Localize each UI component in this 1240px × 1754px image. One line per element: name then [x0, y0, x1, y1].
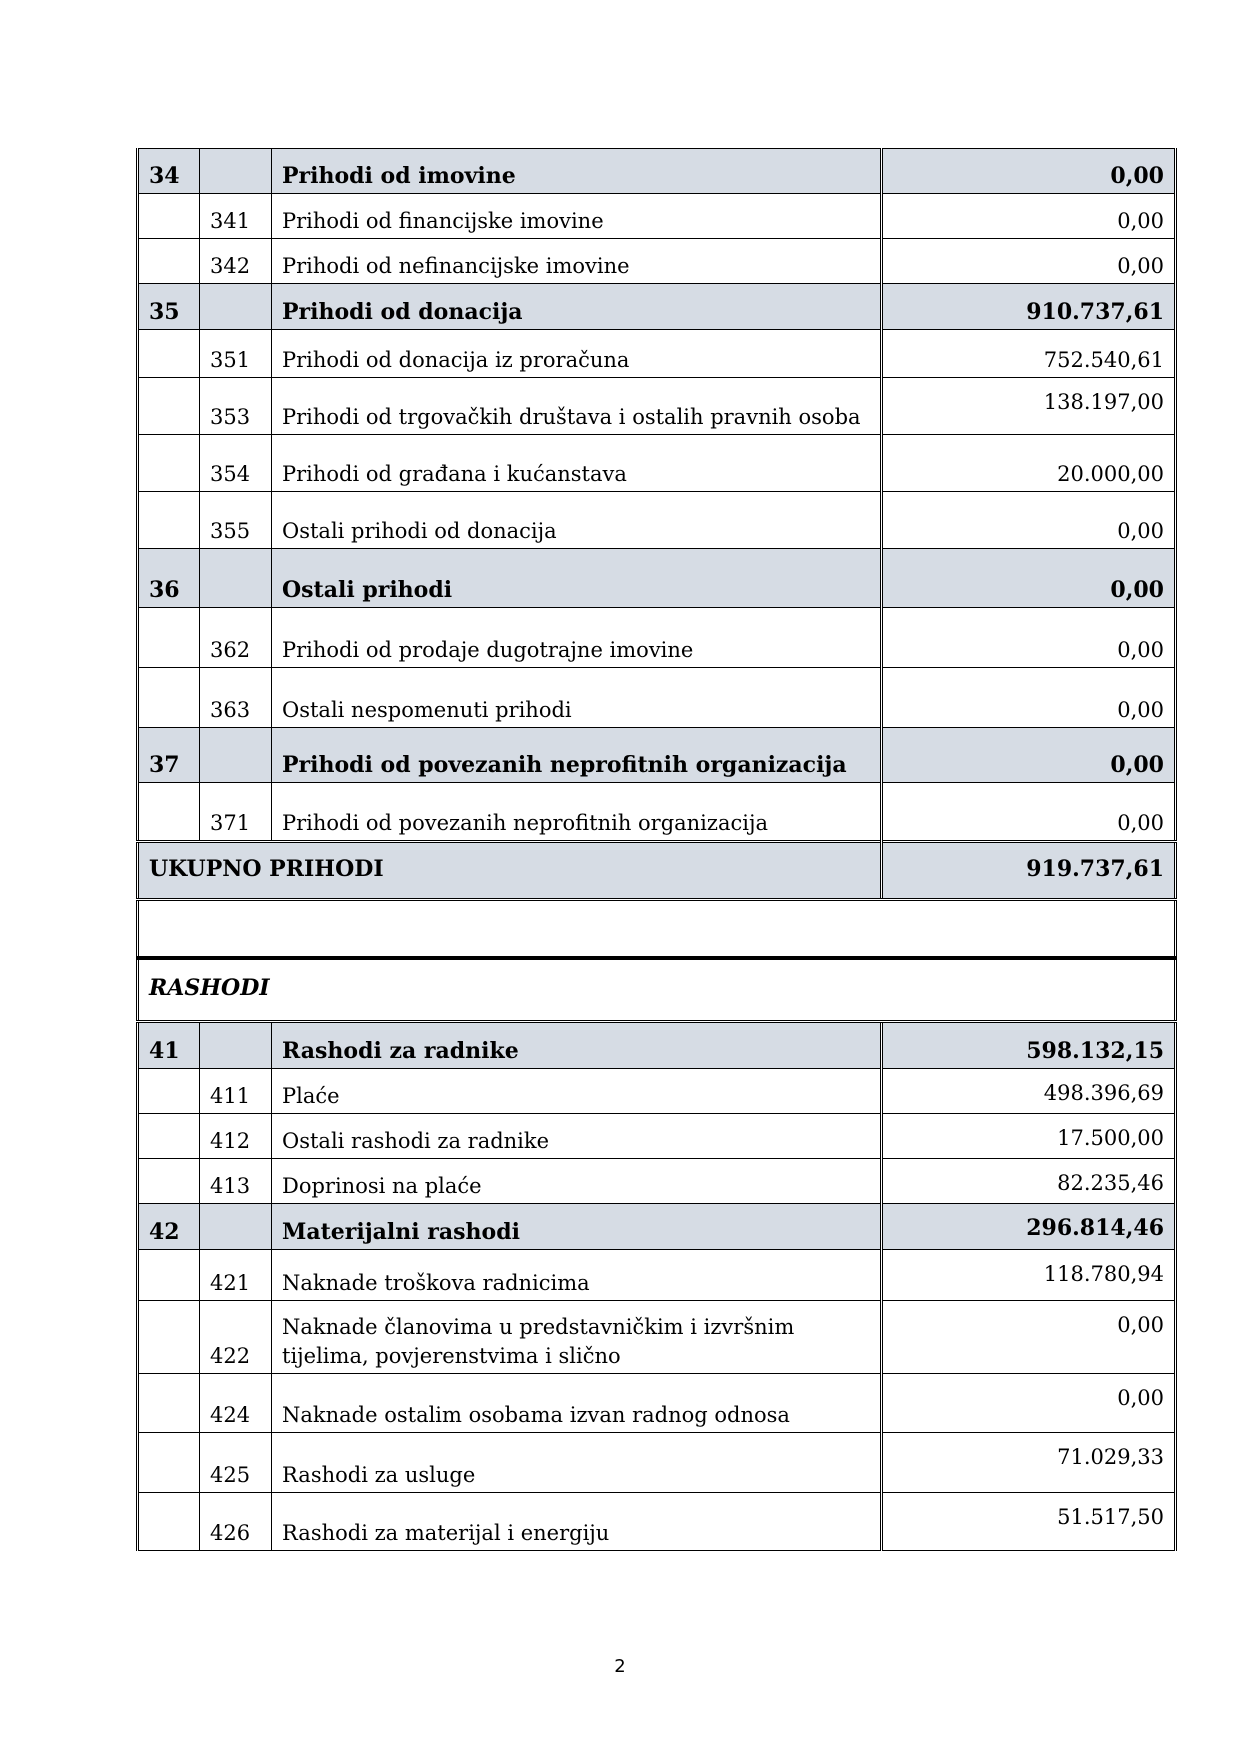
item-row: [138, 1493, 1176, 1551]
account-code: 36: [138, 549, 200, 608]
account-code: [138, 378, 200, 435]
spacer-row: [138, 900, 1176, 958]
account-code: [138, 1493, 200, 1551]
amount-value: 0,00: [882, 194, 1176, 239]
subaccount-code: 412: [200, 1114, 272, 1159]
revenue-section: [138, 149, 1176, 842]
amount-value: 0,00: [882, 492, 1176, 549]
item-row: [138, 668, 1176, 728]
subaccount-code: 411: [200, 1069, 272, 1114]
account-code: [138, 239, 200, 284]
subaccount-code: 363: [200, 668, 272, 728]
amount-value: 0,00: [882, 239, 1176, 284]
item-row: [138, 1114, 1176, 1159]
item-row: [138, 194, 1176, 239]
item-row: [138, 1301, 1176, 1374]
subaccount-code: [200, 284, 272, 330]
amount-value: 138.197,00: [882, 378, 1176, 435]
subaccount-code: 342: [200, 239, 272, 284]
account-code: 35: [138, 284, 200, 330]
account-code: [138, 668, 200, 728]
account-label: Ostali nespomenuti prihodi: [272, 668, 882, 728]
account-label: Prihodi od imovine: [272, 149, 882, 194]
amount-value: 51.517,50: [882, 1493, 1176, 1551]
amount-value: 0,00: [882, 608, 1176, 668]
account-code: [138, 608, 200, 668]
group-row: [138, 284, 1176, 330]
amount-value: 82.235,46: [882, 1159, 1176, 1204]
amount-value: 296.814,46: [882, 1204, 1176, 1250]
group-row: [138, 149, 1176, 194]
account-code: 41: [138, 1022, 200, 1069]
account-code: [138, 330, 200, 378]
section-title: RASHODI: [138, 958, 1176, 1022]
account-code: [138, 1069, 200, 1114]
subaccount-code: 421: [200, 1250, 272, 1301]
amount-value: 20.000,00: [882, 435, 1176, 492]
item-row: [138, 1250, 1176, 1301]
spacer-cell: [138, 900, 1176, 958]
account-label: Prihodi od građana i kućanstava: [272, 435, 882, 492]
total-amount: 919.737,61: [882, 842, 1176, 900]
account-label: Prihodi od prodaje dugotrajne imovine: [272, 608, 882, 668]
section-row: [138, 958, 1176, 1022]
subaccount-code: 422: [200, 1301, 272, 1374]
account-label: Naknade članovima u predstavničkim i izvršnim tijelima, povjerenstvima i slično: [272, 1301, 882, 1374]
amount-value: 752.540,61: [882, 330, 1176, 378]
amount-value: 0,00: [882, 783, 1176, 842]
page-number: 2: [614, 1656, 626, 1677]
group-row: [138, 1204, 1176, 1250]
item-row: [138, 1433, 1176, 1493]
total-row: [138, 842, 1176, 900]
account-label: Prihodi od financijske imovine: [272, 194, 882, 239]
subaccount-code: 351: [200, 330, 272, 378]
amount-value: 598.132,15: [882, 1022, 1176, 1069]
account-code: [138, 1114, 200, 1159]
amount-value: 498.396,69: [882, 1069, 1176, 1114]
account-code: [138, 1433, 200, 1493]
amount-value: 118.780,94: [882, 1250, 1176, 1301]
account-label: Rashodi za materijal i energiju: [272, 1493, 882, 1551]
subaccount-code: [200, 1204, 272, 1250]
account-label: Plaće: [272, 1069, 882, 1114]
account-label: Prihodi od donacija: [272, 284, 882, 330]
amount-value: 0,00: [882, 549, 1176, 608]
account-code: 37: [138, 728, 200, 783]
item-row: [138, 1374, 1176, 1433]
account-code: [138, 1301, 200, 1374]
account-code: [138, 194, 200, 239]
item-row: [138, 1159, 1176, 1204]
subaccount-code: 353: [200, 378, 272, 435]
subaccount-code: 341: [200, 194, 272, 239]
amount-value: 17.500,00: [882, 1114, 1176, 1159]
item-row: [138, 492, 1176, 549]
subaccount-code: 413: [200, 1159, 272, 1204]
amount-value: 0,00: [882, 728, 1176, 783]
item-row: [138, 608, 1176, 668]
financial-table: [136, 148, 1177, 1551]
total-label: UKUPNO PRIHODI: [138, 842, 882, 900]
amount-value: 0,00: [882, 1374, 1176, 1433]
amount-value: 0,00: [882, 1301, 1176, 1374]
account-label: Naknade ostalim osobama izvan radnog odnosa: [272, 1374, 882, 1433]
subaccount-code: 426: [200, 1493, 272, 1551]
subaccount-code: 424: [200, 1374, 272, 1433]
account-label: Prihodi od nefinancijske imovine: [272, 239, 882, 284]
account-label: Ostali prihodi od donacija: [272, 492, 882, 549]
total-section: [138, 842, 1176, 1022]
subaccount-code: [200, 1022, 272, 1069]
account-label: Naknade troškova radnicima: [272, 1250, 882, 1301]
item-row: [138, 378, 1176, 435]
account-code: 34: [138, 149, 200, 194]
account-label: Prihodi od trgovačkih društava i ostalih pravnih osoba: [272, 378, 882, 435]
account-label: Ostali prihodi: [272, 549, 882, 608]
account-code: 42: [138, 1204, 200, 1250]
item-row: [138, 239, 1176, 284]
group-row: [138, 549, 1176, 608]
amount-value: 71.029,33: [882, 1433, 1176, 1493]
account-label: Rashodi za radnike: [272, 1022, 882, 1069]
account-code: [138, 1250, 200, 1301]
account-code: [138, 435, 200, 492]
subaccount-code: [200, 728, 272, 783]
account-label: Prihodi od povezanih neprofitnih organizacija: [272, 783, 882, 842]
amount-value: 0,00: [882, 668, 1176, 728]
item-row: [138, 783, 1176, 842]
account-code: [138, 492, 200, 549]
account-label: Rashodi za usluge: [272, 1433, 882, 1493]
amount-value: 0,00: [882, 149, 1176, 194]
subaccount-code: [200, 549, 272, 608]
item-row: [138, 435, 1176, 492]
group-row: [138, 728, 1176, 783]
subaccount-code: 362: [200, 608, 272, 668]
account-label: Ostali rashodi za radnike: [272, 1114, 882, 1159]
subaccount-code: 354: [200, 435, 272, 492]
account-label: Materijalni rashodi: [272, 1204, 882, 1250]
account-code: [138, 783, 200, 842]
amount-value: 910.737,61: [882, 284, 1176, 330]
account-label: Prihodi od povezanih neprofitnih organizacija: [272, 728, 882, 783]
account-code: [138, 1159, 200, 1204]
subaccount-code: [200, 149, 272, 194]
expense-section: [138, 1022, 1176, 1551]
item-row: [138, 1069, 1176, 1114]
subaccount-code: 425: [200, 1433, 272, 1493]
account-label: Prihodi od donacija iz proračuna: [272, 330, 882, 378]
item-row: [138, 330, 1176, 378]
subaccount-code: 355: [200, 492, 272, 549]
group-row: [138, 1022, 1176, 1069]
subaccount-code: 371: [200, 783, 272, 842]
account-code: [138, 1374, 200, 1433]
account-label: Doprinosi na plaće: [272, 1159, 882, 1204]
